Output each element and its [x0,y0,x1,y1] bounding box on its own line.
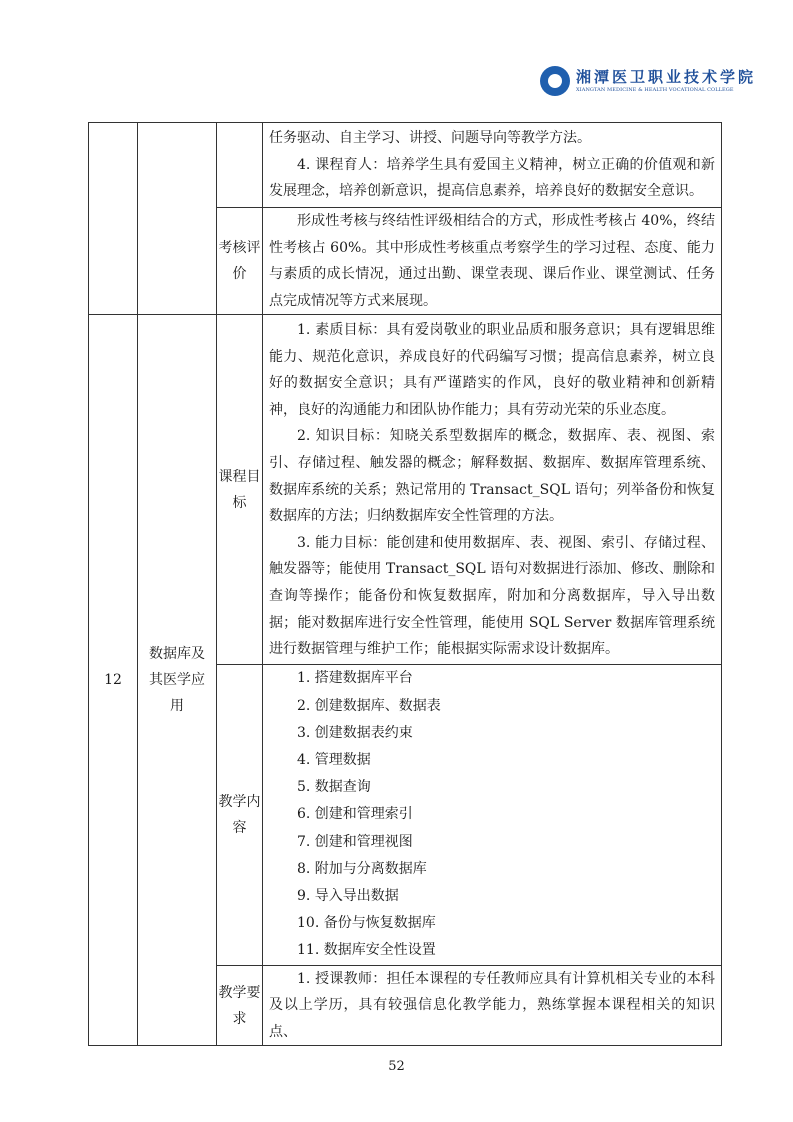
content-item: 4. 管理数据 [297,751,371,768]
goal-paragraph: 3. 能力目标：能创建和使用数据库、表、视图、索引、存储过程、触发器等；能使用 Transact_SQL 语句对数据进行添加、修改、删除和查询等操作；能备份和恢复数据库，附加和分离数据库，导入导出数据；能对数据库进行安全性管理，能使用 SQL Server 数据库管理系统进行数据管理与维护工作；能根据实际需求设计数据库。 [269,534,715,658]
content-item: 7. 创建和管理视图 [297,833,413,850]
table-row [89,315,722,665]
course-number: 12 [89,315,138,1046]
req-cell [263,965,722,1046]
content-item: 8. 附加与分离数据库 [297,860,427,877]
assess-label: 考核评价 [217,208,263,315]
logo-chinese-name: 湘潭医卫职业技术学院 [576,68,757,86]
method-text: 任务驱动、自主学习、讲授、问题导向等教学方法。 [269,130,591,147]
req-text: 1. 授课教师：担任本课程的专任教师应具有计算机相关专业的本科及以上学历，具有较强信息化教学能力，熟练掌握本课程相关的知识点、 [269,970,715,1040]
college-seal-icon [540,66,570,96]
assess-cell [263,208,722,315]
goals-cell [263,315,722,665]
table-row [89,123,722,208]
page-number: 52 [388,1059,405,1074]
goals-label: 课程目标 [217,315,263,665]
content-item: 9. 导入导出数据 [297,888,399,904]
content-cell [263,665,722,965]
content-item: 1. 搭建数据库平台 [297,670,413,687]
req-label: 教学要求 [217,965,263,1046]
college-logo [540,66,756,96]
prev-label-cell [217,123,263,208]
assess-text: 形成性考核与终结性评级相结合的方式，形成性考核占 40%，终结性考核占 60%。其中形成性考核重点考察学生的学习过程、态度、能力与素质的成长情况，通过出勤、课堂表现、课后作业、课堂测试、任务点完成情况等方式来展现。 [269,213,715,309]
content-label: 教学内容 [217,665,263,965]
course-table [88,122,722,1046]
method-paragraph: 4. 课程育人：培养学生具有爱国主义精神，树立正确的价值观和新发展理念，培养创新意识，提高信息素养，培养良好的数据安全意识。 [269,156,715,200]
goal-paragraph: 1. 素质目标：具有爱岗敬业的职业品质和服务意识；具有逻辑思维能力、规范化意识，养成良好的代码编写习惯；提高信息素养，树立良好的数据安全意识；具有严谨踏实的作风，良好的敬业精神和创新精神，良好的沟通能力和团队协作能力；具有劳动光荣的乐业态度。 [269,322,715,418]
content-item: 2. 创建数据库、数据表 [297,697,441,714]
content-item: 11. 数据库安全性设置 [297,942,436,959]
teaching-method-cell [263,123,722,208]
prev-name-cell [138,123,217,315]
logo-english-name: XIANGTAN MEDICINE & HEALTH VOCATIONAL COLLEGE [576,87,734,93]
course-name: 数据库及其医学应用 [138,315,217,1046]
content-item: 3. 创建数据表约束 [297,724,413,741]
content-item: 10. 备份与恢复数据库 [297,915,436,932]
goal-paragraph: 2. 知识目标：知晓关系型数据库的概念，数据库、表、视图、索引、存储过程、触发器的概念；解释数据、数据库、数据库管理系统、数据库系统的关系；熟记常用的 Transact_SQL 语句；列举备份和恢复数据库的方法；归纳数据库安全性管理的方法。 [269,428,715,525]
content-item: 6. 创建和管理索引 [297,806,413,823]
content-item: 5. 数据查询 [297,779,371,796]
prev-number-cell [89,123,138,315]
